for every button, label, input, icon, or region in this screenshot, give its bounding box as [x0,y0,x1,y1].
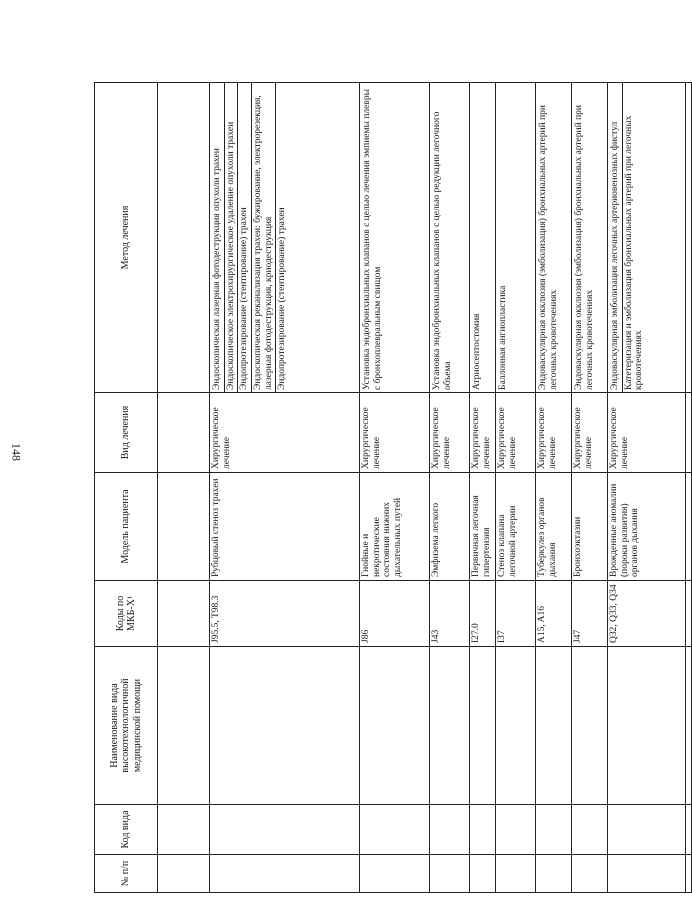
table-row [496,83,536,893]
cell-naimenovanie [210,647,360,805]
table-body [210,83,686,893]
cell-kod-vida [470,805,496,855]
method-item: Эндоскопическая реканализация трахеи: бужирование, электрорезекция, лазерная фотодеструкция, криодеструкция [252,83,276,392]
cell-num [210,855,360,893]
cell-codes: Q32, Q33, Q34 [608,581,686,647]
cell-model: Стеноз клапана легочной артерии [496,473,536,581]
cell-vid: Хирургическое лечение [536,393,572,473]
method-item: Эндопротезирование (стентирование) трахеи [277,207,288,390]
cell-methods [608,83,686,393]
method-item: Установка эндобронхиальных клапанов с целью лечения эмпиемы плевры с бронхоплевральным свищом [362,89,383,390]
cell-num [608,855,686,893]
table-header-row [95,83,158,893]
cell-num [360,855,430,893]
cell-model: Рубцовый стеноз трахеи [210,473,360,581]
cell-kod-vida [536,805,572,855]
cell-kod-vida [572,805,608,855]
cell-codes: J43 [430,581,470,647]
page-number: 148 [9,443,24,461]
table-row [360,83,430,893]
cell-naimenovanie [360,647,430,805]
cell-naimenovanie [470,647,496,805]
method-item: Атриосептостомия [472,313,482,390]
cell-methods [572,83,608,393]
method-item: Установка эндобронхиальных клапанов с целью редукции легочного объема [432,111,453,390]
cell-codes: J95.5, T98.3 [210,581,360,647]
table-row [210,83,360,893]
cell-kod-vida [210,805,360,855]
cell-codes: J86 [360,581,430,647]
cell-naimenovanie [572,647,608,805]
cell-naimenovanie [608,647,686,805]
method-item: Эндоваскулярная окклюзия (эмболизация) бронхиальных артерий при легочных кровотечениях [574,105,595,390]
cell-methods [430,83,470,393]
table-row [536,83,572,893]
header-kod-vida: Код вида [95,805,158,855]
cell-methods [496,83,536,393]
cell-codes: I37 [496,581,536,647]
method-item: Катетеризация и эмболизация бронхиальных артерий при легочных кровотечениях [623,115,645,390]
table-row [608,83,686,893]
cell-num [430,855,470,893]
cell-methods [536,83,572,393]
cell-num [496,855,536,893]
table-row [430,83,470,893]
cell-vid: Хирургическое лечение [210,393,360,473]
header-metod: Метод лечения [95,83,158,393]
cell-model: Первичная легочная гипертензия [470,473,496,581]
cell-codes: I27.0 [470,581,496,647]
cell-codes: J47 [572,581,608,647]
header-naimenovanie: Наименование вида высокотехнологичной медицинской помощи [95,647,158,805]
procedures-table [94,82,692,893]
cell-kod-vida [496,805,536,855]
cell-vid: Хирургическое лечение [608,393,686,473]
header-model: Модель пациента [95,473,158,581]
cell-model: Врожденные аномалии (пороки развития) органов дыхания [608,473,686,581]
cell-num [470,855,496,893]
cell-vid: Хирургическое лечение [470,393,496,473]
cell-naimenovanie [536,647,572,805]
method-item: Баллонная ангиопластика [498,285,508,390]
table-spacer-row [158,83,210,893]
cell-naimenovanie [430,647,470,805]
cell-num [536,855,572,893]
cell-vid: Хирургическое лечение [496,393,536,473]
cell-methods [210,83,360,393]
cell-kod-vida [360,805,430,855]
method-item: Эндоскопическое электрохирургическое удаление опухоли трахеи [225,83,239,392]
table-bottom-row [686,83,692,893]
cell-methods [360,83,430,393]
cell-vid: Хирургическое лечение [360,393,430,473]
cell-model: Гнойные и некротические состояния нижних дыхательных путей [360,473,430,581]
cell-model: Туберкулез органов дыхания [536,473,572,581]
header-vid: Вид лечения [95,393,158,473]
cell-naimenovanie [496,647,536,805]
cell-vid: Хирургическое лечение [430,393,470,473]
cell-kod-vida [430,805,470,855]
table-row [572,83,608,893]
cell-kod-vida [608,805,686,855]
cell-model: Эмфизема легкого [430,473,470,581]
cell-num [572,855,608,893]
cell-model: Бронхоэктазии [572,473,608,581]
cell-methods [470,83,496,393]
table-row [470,83,496,893]
header-num: № п/п [95,855,158,893]
cell-codes: A15, A16 [536,581,572,647]
procedures-table-sheet [94,83,645,893]
method-item: Эндоваскулярная окклюзия (эмболизация) бронхиальных артерий при легочных кровотечениях [538,105,559,390]
cell-vid: Хирургическое лечение [572,393,608,473]
header-kody-mkb: Коды по МКБ-X¹ [95,581,158,647]
method-item: Эндопротезирование (стентирование) трахеи [238,83,252,392]
method-item: Эндоскопическая лазерная фотодеструкция опухоли трахеи [211,83,225,392]
method-item: Эндоваскулярная эмболизация легочных артериовенозных фистул [609,83,623,392]
